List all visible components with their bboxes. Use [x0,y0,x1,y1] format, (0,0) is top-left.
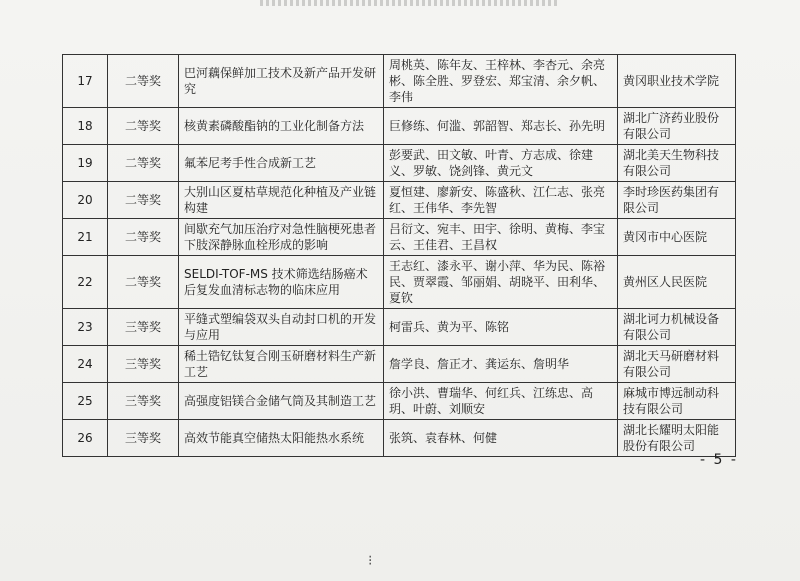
table-row [63,256,736,309]
row-number-cell: 22 [63,256,108,309]
page-number: - 5 - [700,452,738,468]
table-row [63,145,736,182]
award-level-cell: 三等奖 [108,383,179,420]
completers-cell: 詹学良、詹正才、龚运东、詹明华 [384,346,618,383]
project-name-cell: 高效节能真空储热太阳能热水系统 [179,420,384,457]
project-name-cell: SELDI-TOF-MS 技术筛选结肠癌术后复发血清标志物的临床应用 [179,256,384,309]
table-row [63,108,736,145]
awards-table [62,54,736,457]
awards-table-body [63,55,736,457]
table-row [63,383,736,420]
unit-name-cell: 黄州区人民医院 [618,256,736,309]
award-level-cell: 三等奖 [108,309,179,346]
row-number-cell: 20 [63,182,108,219]
project-name-cell: 高强度铝镁合金储气筒及其制造工艺 [179,383,384,420]
award-level-cell: 三等奖 [108,420,179,457]
award-level-cell: 二等奖 [108,55,179,108]
unit-name-cell: 湖北天马研磨材料有限公司 [618,346,736,383]
completers-cell: 王志红、漆永平、谢小萍、华为民、陈裕民、贾翠霞、邹丽娟、胡晓平、田利华、夏钦 [384,256,618,309]
unit-name-cell: 湖北长耀明太阳能股份有限公司 [618,420,736,457]
row-number-cell: 19 [63,145,108,182]
table-row [63,309,736,346]
row-number-cell: 25 [63,383,108,420]
completers-cell: 徐小洪、曹瑞华、何红兵、江练忠、高玥、叶蔚、刘顺安 [384,383,618,420]
project-name-cell: 巴河藕保鲜加工技术及新产品开发研究 [179,55,384,108]
completers-cell: 吕衍文、宛丰、田宇、徐明、黄梅、李宝云、王佳君、王昌权 [384,219,618,256]
award-level-cell: 二等奖 [108,219,179,256]
unit-name-cell: 李时珍医药集团有限公司 [618,182,736,219]
unit-name-cell: 湖北诃力机械设备有限公司 [618,309,736,346]
project-name-cell: 大别山区夏枯草规范化种植及产业链构建 [179,182,384,219]
table-row [63,346,736,383]
row-number-cell: 23 [63,309,108,346]
row-number-cell: 21 [63,219,108,256]
table-row [63,219,736,256]
award-level-cell: 二等奖 [108,182,179,219]
project-name-cell: 平缝式塑编袋双头自动封口机的开发与应用 [179,309,384,346]
table-row [63,182,736,219]
unit-name-cell: 湖北美天生物科技有限公司 [618,145,736,182]
completers-cell: 柯雷兵、黄为平、陈铭 [384,309,618,346]
award-level-cell: 二等奖 [108,145,179,182]
completers-cell: 张筑、袁春林、何健 [384,420,618,457]
row-number-cell: 26 [63,420,108,457]
completers-cell: 夏恒建、廖新安、陈盛秋、江仁志、张亮红、王伟华、李先智 [384,182,618,219]
project-name-cell: 稀土锆钇钛复合刚玉研磨材料生产新工艺 [179,346,384,383]
table-row [63,420,736,457]
unit-name-cell: 麻城市博远制动科技有限公司 [618,383,736,420]
table-row [63,55,736,108]
completers-cell: 周桃英、陈年友、王梓林、李杏元、余亮彬、陈全胜、罗登宏、郑宝清、余夕帆、李伟 [384,55,618,108]
project-name-cell: 核黄素磷酸酯钠的工业化制备方法 [179,108,384,145]
award-level-cell: 三等奖 [108,346,179,383]
completers-cell: 彭要武、田文敏、叶青、方志成、徐建义、罗敏、饶剑锋、黄元文 [384,145,618,182]
award-level-cell: 二等奖 [108,256,179,309]
row-number-cell: 24 [63,346,108,383]
completers-cell: 巨修练、何滥、郭韶智、郑志长、孙先明 [384,108,618,145]
project-name-cell: 氟苯尼考手性合成新工艺 [179,145,384,182]
award-level-cell: 二等奖 [108,108,179,145]
row-number-cell: 18 [63,108,108,145]
row-number-cell: 17 [63,55,108,108]
unit-name-cell: 湖北广济药业股份有限公司 [618,108,736,145]
project-name-cell: 间歇充气加压治疗对急性脑梗死患者下肢深静脉血栓形成的影响 [179,219,384,256]
unit-name-cell: 黄冈市中心医院 [618,219,736,256]
bottom-binding-mark: ⁝ [368,553,373,569]
unit-name-cell: 黄冈职业技术学院 [618,55,736,108]
top-header-fragment [260,0,560,6]
